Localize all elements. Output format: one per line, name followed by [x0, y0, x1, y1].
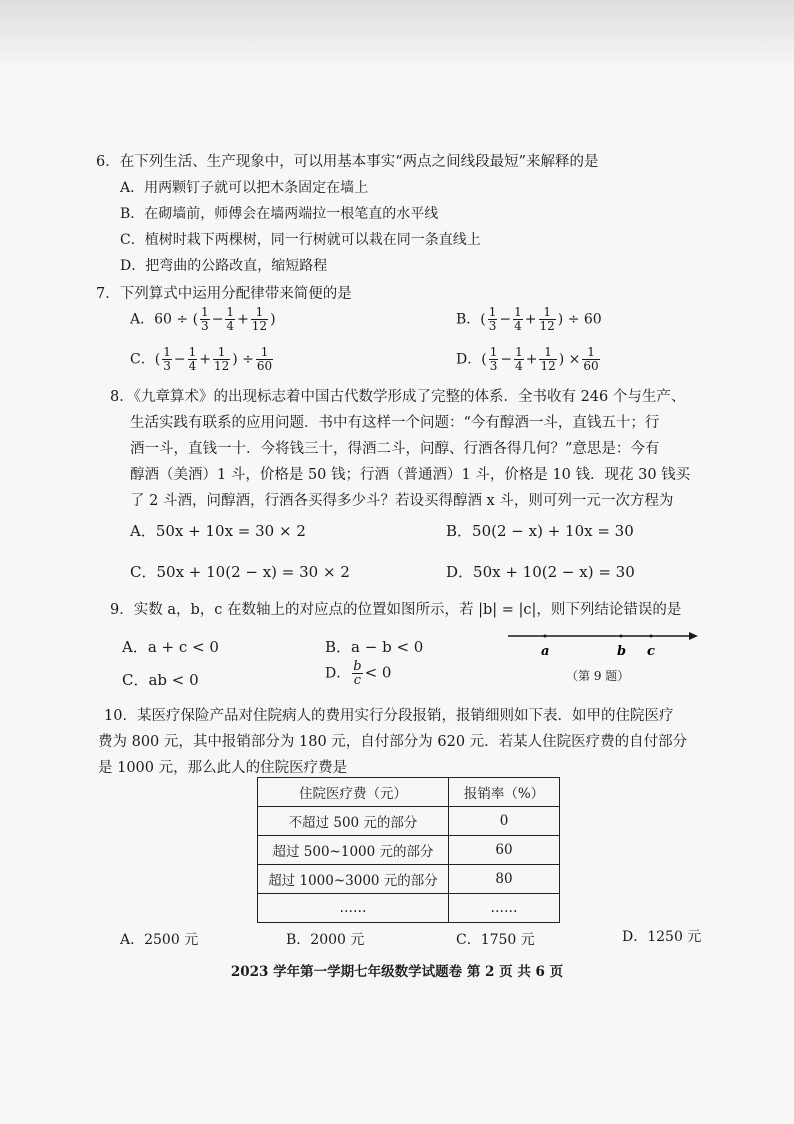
cell-range: 超过 1000~3000 元的部分 — [258, 865, 449, 894]
arrow-icon — [689, 632, 698, 640]
numerator: 1 — [539, 346, 556, 360]
cell-range: 超过 500~1000 元的部分 — [258, 836, 449, 865]
minus-sign: − — [499, 311, 512, 328]
q7-b-post: ) ÷ 60 — [557, 311, 602, 328]
q7-c-label: C． — [130, 351, 155, 368]
q7-d-pre: ( — [481, 351, 487, 368]
fraction — [188, 346, 198, 373]
q10-option-b: B．2000 元 — [286, 932, 365, 948]
fraction — [162, 346, 172, 373]
q9-caption: （第 9 题） — [566, 669, 630, 683]
numerator: 1 — [163, 345, 171, 359]
denominator: 60 — [256, 359, 273, 373]
q8-line-4: 醇酒（美酒）1 斗，价格是 50 钱；行酒（普通酒）1 斗，价格是 10 钱．现花 30 钱买 — [130, 467, 691, 483]
denominator: 4 — [515, 359, 523, 373]
q7-d-label: D． — [456, 351, 482, 368]
q6-stem: 6．在下列生活、生产现象中，可以用基本事实“两点之间线段最短”来解释的是 — [96, 154, 599, 170]
plus-sign: + — [199, 351, 211, 368]
label-c: c — [647, 644, 655, 659]
q9-option-d — [325, 660, 391, 687]
numerator: 1 — [582, 346, 599, 360]
denominator: 12 — [540, 359, 556, 373]
numerator: 1 — [488, 305, 497, 319]
fraction — [256, 346, 273, 373]
table-row — [258, 836, 560, 865]
denominator: 3 — [488, 319, 497, 333]
minus-sign: − — [211, 311, 224, 328]
cell-rate: 0 — [449, 807, 560, 836]
plus-sign: + — [237, 311, 249, 328]
q9-stem: 9．实数 a，b，c 在数轴上的对应点的位置如图所示，若 |b| = |c|，则下列结论错误的是 — [110, 602, 682, 618]
label-b: b — [617, 644, 627, 659]
denominator: 12 — [539, 319, 555, 333]
q10-option-a: A．2500 元 — [120, 932, 199, 948]
numerator: 1 — [515, 345, 523, 359]
scan-shadow — [0, 0, 794, 70]
cell-range: …… — [258, 894, 449, 923]
numerator: 1 — [251, 306, 268, 320]
q6-option-b: B．在砌墙前，师傅会在墙两端拉一根笔直的水平线 — [120, 206, 439, 222]
q8-option-a: A．50x + 10x = 30 × 2 — [130, 522, 306, 540]
header-cost: 住院医疗费（元） — [258, 778, 449, 807]
denominator: c — [353, 673, 362, 688]
q10-line-3: 是 1000 元，那么此人的住院医疗费是 — [98, 760, 348, 776]
table-row — [258, 894, 560, 923]
numerator: b — [353, 659, 362, 674]
numerator: 1 — [226, 305, 235, 319]
q9-option-c: C．ab < 0 — [122, 671, 199, 689]
fraction — [539, 306, 556, 333]
q7-a-pre: 60 ÷ ( — [154, 311, 199, 328]
fraction — [488, 306, 498, 333]
reimbursement-table — [257, 777, 560, 923]
q8-option-b: B．50(2 − x) + 10x = 30 — [446, 522, 634, 540]
q6-option-d: D．把弯曲的公路改直，缩短路程 — [120, 258, 328, 274]
header-rate: 报销率（%） — [449, 778, 560, 807]
q8-option-c: C．50x + 10(2 − x) = 30 × 2 — [130, 563, 350, 581]
numerator: 1 — [489, 345, 498, 359]
q10-line-2: 费为 800 元，其中报销部分为 180 元，自付部分为 620 元．若某人住院医疗费的自付部分 — [98, 734, 688, 750]
fraction — [489, 346, 499, 373]
q7-b-label: B． — [456, 311, 481, 328]
denominator: 3 — [201, 319, 209, 333]
plus-sign: + — [525, 351, 538, 368]
denominator: 12 — [213, 359, 230, 373]
fraction — [352, 660, 362, 687]
numerator: 1 — [256, 346, 273, 360]
label-a: a — [541, 644, 550, 659]
q10-option-d: D．1250 元 — [622, 929, 702, 945]
numerator: 1 — [514, 305, 522, 319]
denominator: 60 — [583, 359, 599, 373]
q7-a-post: ) — [270, 311, 276, 328]
q6-option-c: C．植树时栽下两棵树，同一行树就可以栽在同一条直线上 — [120, 232, 481, 248]
q7-d-post: ) × — [558, 351, 581, 368]
denominator: 4 — [514, 319, 522, 333]
q10-option-c: C．1750 元 — [456, 932, 535, 948]
q7-stem: 7．下列算式中运用分配律带来简便的是 — [96, 286, 352, 302]
table-row — [258, 807, 560, 836]
numerator: 1 — [201, 305, 209, 319]
q7-c-pre: ( — [154, 351, 161, 368]
page-footer: 2023 学年第一学期七年级数学试题卷 第 2 页 共 6 页 — [230, 964, 564, 980]
cell-rate: …… — [449, 894, 560, 923]
denominator: 4 — [226, 319, 235, 333]
q8-line-2: 生活实践有联系的应用问题．书中有这样一个问题：“今有醇酒一斗，直钱五十；行 — [130, 415, 660, 431]
q8-line-5: 了 2 斗酒，问醇酒，行酒各买得多少斗？若设买得醇酒 x 斗，则可列一元一次方程为 — [130, 493, 674, 509]
denominator: 3 — [489, 359, 498, 373]
denominator: 3 — [163, 359, 171, 373]
q8-line-1: 8．《九章算术》的出现标志着中国古代数学形成了完整的体系．全书收有 246 个与生产、 — [110, 389, 686, 405]
fraction — [582, 346, 599, 373]
q7-option-c — [130, 346, 275, 373]
q7-option-b — [456, 306, 602, 333]
table-row — [258, 865, 560, 894]
q7-b-pre: ( — [480, 311, 486, 328]
q8-option-d: D．50x + 10(2 − x) = 30 — [446, 563, 635, 581]
q9-option-b: B．a − b < 0 — [325, 638, 424, 656]
denominator: 4 — [188, 359, 197, 373]
point-b — [620, 635, 623, 638]
number-line — [508, 630, 698, 660]
point-a — [544, 635, 547, 638]
minus-sign: − — [500, 351, 513, 368]
q9-d-rest: < 0 — [364, 663, 392, 682]
table-header-row — [258, 778, 560, 807]
q9-d-label: D． — [325, 665, 351, 682]
q7-c-post: ) ÷ — [232, 351, 254, 368]
numerator: 1 — [213, 346, 230, 360]
cell-range: 不超过 500 元的部分 — [258, 807, 449, 836]
q6-option-a: A．用两颗钉子就可以把木条固定在墙上 — [120, 180, 369, 196]
numerator: 1 — [188, 345, 197, 359]
fraction — [514, 346, 524, 373]
fraction — [225, 306, 235, 333]
fraction — [539, 346, 556, 373]
point-c — [650, 635, 653, 638]
fraction — [213, 346, 230, 373]
q8-line-3: 酒一斗，直钱一十．今将钱三十，得酒二斗，问醇、行酒各得几何？”意思是：今有 — [130, 441, 660, 457]
numerator: 1 — [539, 306, 556, 320]
plus-sign: + — [524, 311, 537, 328]
minus-sign: − — [173, 351, 186, 368]
fraction — [200, 306, 210, 333]
q7-option-d — [456, 346, 602, 373]
denominator: 12 — [251, 319, 268, 333]
q10-line-1: 10．某医疗保险产品对住院病人的费用实行分段报销，报销细则如下表．如甲的住院医疗 — [104, 708, 674, 724]
q9-option-a: A．a + c < 0 — [122, 638, 219, 656]
fraction — [513, 306, 523, 333]
cell-rate: 80 — [449, 865, 560, 894]
q7-a-label: A． — [130, 311, 155, 328]
fraction — [251, 306, 268, 333]
q7-option-a — [130, 306, 276, 333]
cell-rate: 60 — [449, 836, 560, 865]
